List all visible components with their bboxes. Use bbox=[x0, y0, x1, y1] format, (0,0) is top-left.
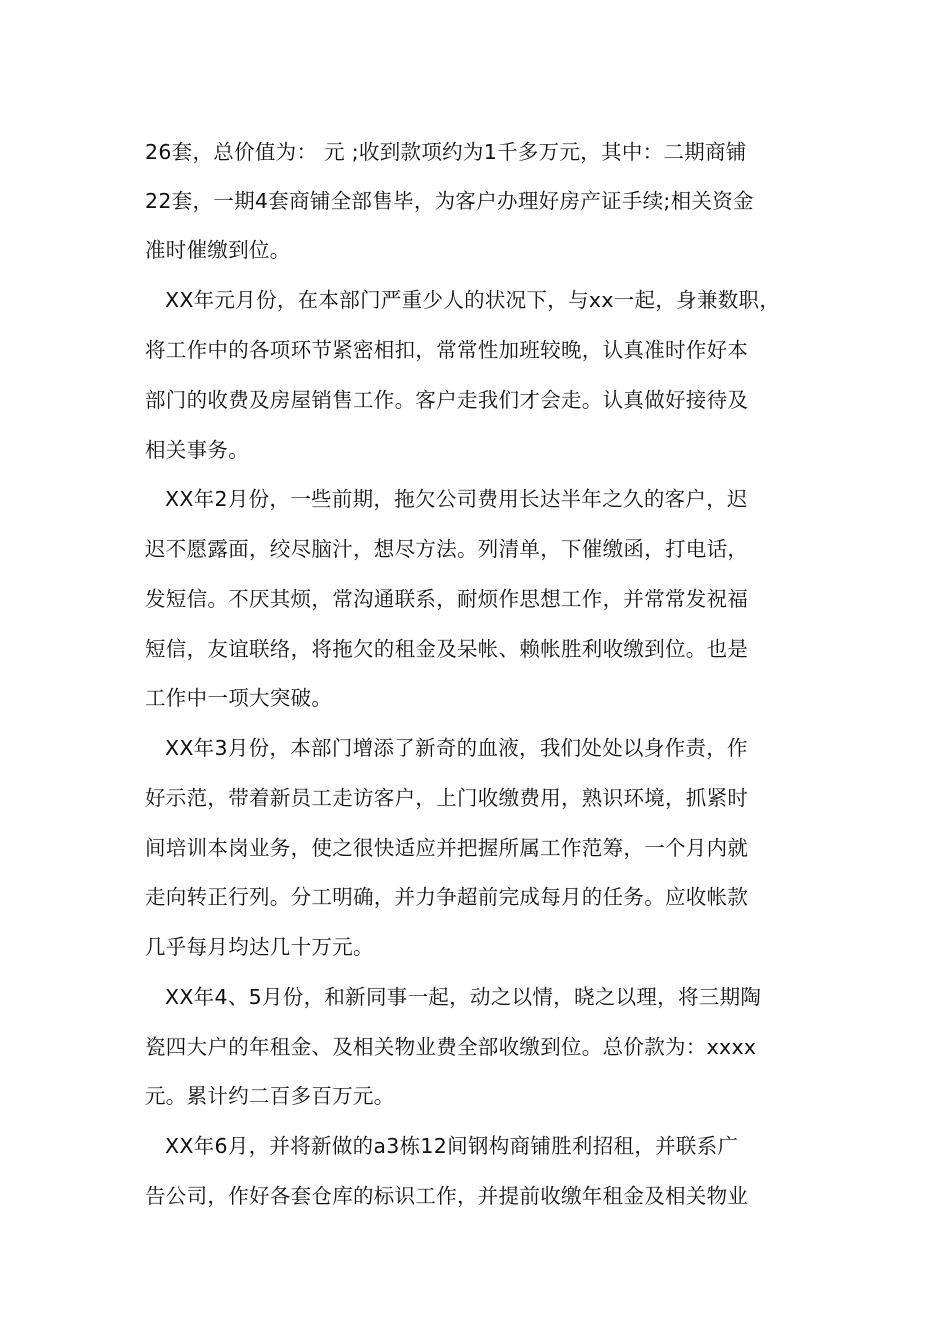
text-line: XX年3月份，本部门增添了新奇的血液，我们处处以身作责，作 bbox=[165, 736, 748, 760]
text-line: 26套，总价值为： 元 ;收到款项约为1千多万元，其中：二期商铺 bbox=[145, 140, 747, 164]
text-line: 间培训本岗业务，使之很快适应并把握所属工作范筹，一个月内就 bbox=[145, 836, 749, 860]
text-line: 发短信。不厌其烦，常沟通联系，耐烦作思想工作，并常常发祝福 bbox=[145, 587, 749, 611]
text-line: 走向转正行列。分工明确，并力争超前完成每月的任务。应收帐款 bbox=[145, 885, 749, 909]
text-line: XX年4、5月份，和新同事一起，动之以情，晓之以理，将三期陶 bbox=[165, 985, 762, 1009]
text-line: 瓷四大户的年租金、及相关物业费全部收缴到位。总价款为：xxxx bbox=[145, 1035, 757, 1059]
text-line: XX年6月，并将新做的a3栋12间钢构商铺胜利招租，并联系广 bbox=[165, 1134, 739, 1158]
text-line: 准时催缴到位。 bbox=[145, 238, 291, 262]
text-line: 工作中一项大突破。 bbox=[145, 686, 333, 710]
text-line: 告公司，作好各套仓库的标识工作，并提前收缴年租金及相关物业 bbox=[145, 1184, 749, 1208]
text-line: 迟不愿露面，绞尽脑汁，想尽方法。列清单，下催缴函，打电话， bbox=[145, 537, 749, 561]
text-line: XX年2月份，一些前期，拖欠公司费用长达半年之久的客户，迟 bbox=[165, 487, 748, 511]
text-line: 元。累计约二百多百万元。 bbox=[145, 1084, 395, 1108]
text-line: 22套，一期4套商铺全部售毕，为客户办理好房产证手续;相关资金 bbox=[145, 189, 754, 213]
text-line: 部门的收费及房屋销售工作。客户走我们才会走。认真做好接待及 bbox=[145, 388, 749, 412]
text-line: 好示范，带着新员工走访客户，上门收缴费用，熟识环境，抓紧时 bbox=[145, 786, 749, 810]
text-line: 相关事务。 bbox=[145, 438, 249, 462]
text-line: 几乎每月均达几十万元。 bbox=[145, 935, 374, 959]
text-line: 将工作中的各项环节紧密相扣，常常性加班较晚，认真准时作好本 bbox=[145, 338, 749, 362]
text-line: XX年元月份，在本部门严重少人的状况下，与xx一起，身兼数职， bbox=[165, 288, 781, 312]
text-line: 短信，友谊联络，将拖欠的租金及呆帐、赖帐胜利收缴到位。也是 bbox=[145, 637, 749, 661]
